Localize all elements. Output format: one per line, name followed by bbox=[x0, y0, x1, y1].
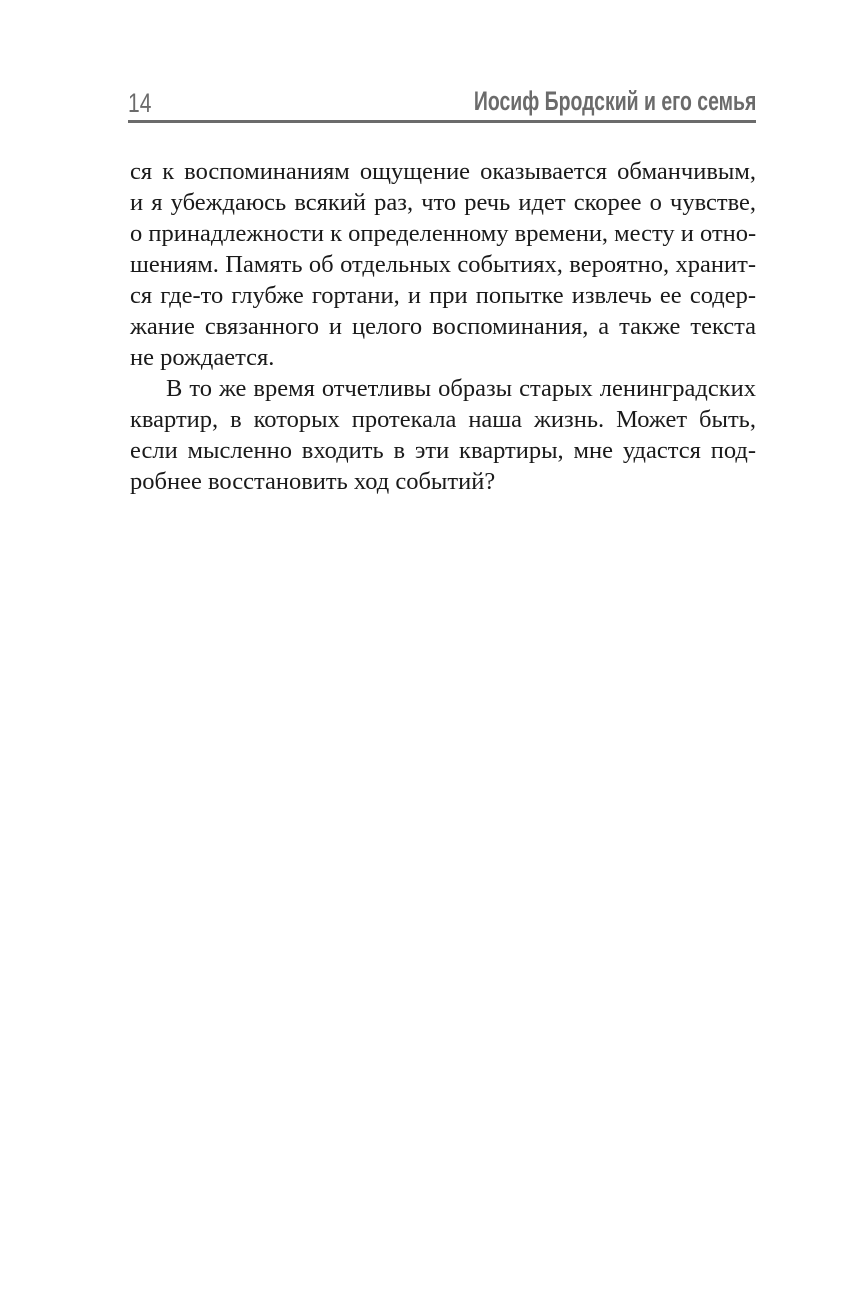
book-title: Иосиф Бродский и его семья bbox=[473, 86, 756, 116]
paragraph bbox=[130, 156, 756, 373]
text-line: шениям. Память об отдельных событиях, вероятно, хранит- bbox=[130, 251, 756, 278]
text-line: о принадлежности к определенному времени, месту и отно- bbox=[130, 220, 757, 247]
text-line: и я убеждаюсь всякий раз, что речь идет скорее о чувстве, bbox=[130, 189, 756, 216]
running-head bbox=[128, 84, 756, 124]
text-line: робнее восстановить ход событий? bbox=[130, 468, 496, 495]
text-line: квартир, в которых протекала наша жизнь. Может быть, bbox=[130, 406, 756, 433]
text-line: если мысленно входить в эти квартиры, мне удастся под- bbox=[130, 437, 756, 464]
body-text bbox=[130, 156, 756, 497]
text-line: ся где-то глубже гортани, и при попытке извлечь ее содер- bbox=[130, 282, 756, 309]
page-number: 14 bbox=[128, 88, 152, 118]
paragraph bbox=[130, 373, 756, 497]
text-line: не рождается. bbox=[130, 344, 275, 371]
header-rule bbox=[128, 120, 756, 123]
text-line: жание связанного и целого воспоминания, а также текста bbox=[130, 313, 756, 340]
text-line: В то же время отчетливы образы старых ленинградских bbox=[166, 375, 756, 402]
text-line: ся к воспоминаниям ощущение оказывается обманчивым, bbox=[130, 158, 756, 185]
